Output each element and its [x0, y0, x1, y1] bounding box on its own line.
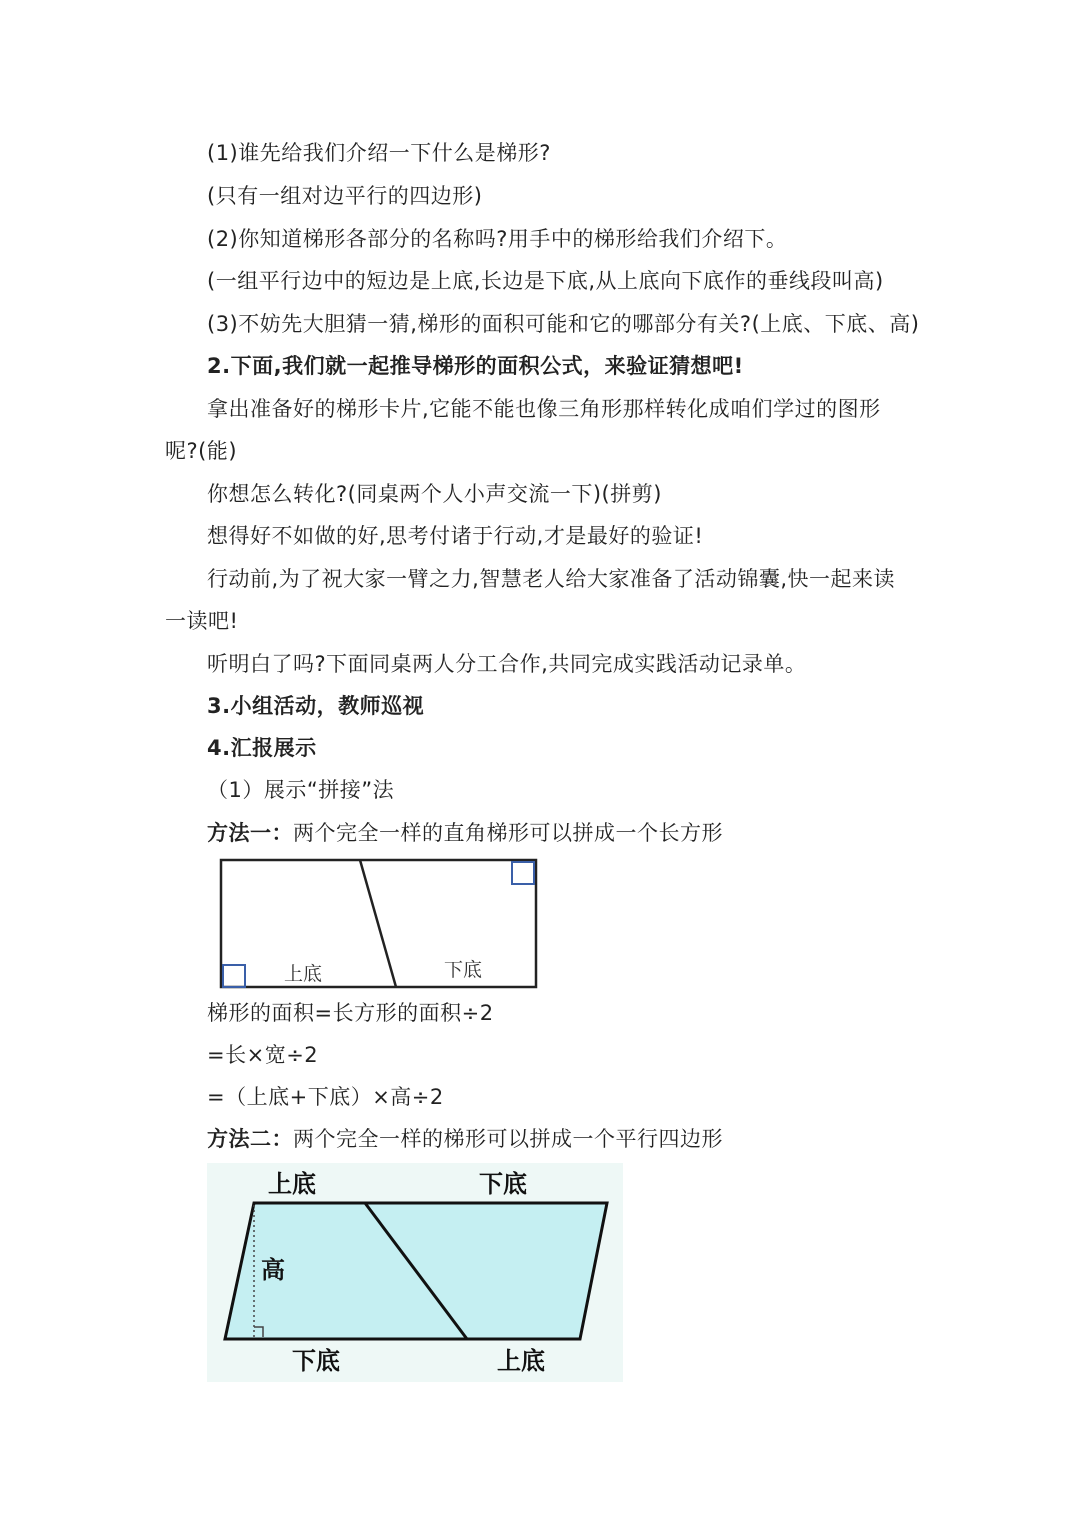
p2-line: 你想怎么转化?(同桌两个人小声交流一下)(拼剪): [207, 482, 662, 506]
method2-label: 方法二：: [207, 1127, 293, 1151]
cut-line: [360, 860, 396, 987]
q2-line: (2)你知道梯形各部分的名称吗?用手中的梯形给我们介绍下。: [207, 227, 788, 251]
figure2-bottom-left-label: 下底: [292, 1347, 340, 1375]
method1-label: 方法一：: [207, 821, 293, 845]
p3-line: 想得好不如做的好,思考付诸于行动,才是最好的验证!: [207, 524, 704, 548]
heading-3: 3.小组活动，教师巡视: [207, 694, 425, 718]
figure-parallelogram-from-trapezoids: [207, 1163, 623, 1382]
figure-rectangle-from-trapezoids: [218, 857, 540, 991]
p1-line1: 拿出准备好的梯形卡片,它能不能也像三角形那样转化成咱们学过的图形: [207, 397, 881, 421]
formula-line-2: =长×宽÷2: [207, 1043, 319, 1067]
sub-heading-1: （1）展示“拼接”法: [207, 778, 395, 802]
formula-line-3: =（上底+下底）×高÷2: [207, 1085, 444, 1109]
figure2-height-label: 高: [261, 1256, 285, 1284]
heading-4: 4.汇报展示: [207, 736, 317, 760]
p4-line1: 行动前,为了祝大家一臂之力,智慧老人给大家准备了活动锦囊,快一起来读: [207, 567, 896, 591]
heading-2: 2.下面,我们就一起推导梯形的面积公式，来验证猜想吧!: [207, 354, 744, 378]
figure2-top-right-label: 下底: [479, 1170, 527, 1198]
method2-text: 两个完全一样的梯形可以拼成一个平行四边形: [293, 1127, 723, 1151]
right-angle-mark-bottom-left: [223, 965, 245, 987]
figure1-bottom-base-label: 下底: [444, 959, 483, 981]
a2-line: (一组平行边中的短边是上底,长边是下底,从上底向下底作的垂线段叫高): [207, 269, 884, 293]
p4-line2: 一读吧!: [165, 609, 239, 633]
figure1-top-base-label: 上底: [284, 963, 323, 985]
q1-line: (1)谁先给我们介绍一下什么是梯形?: [207, 141, 551, 165]
method1-line: [207, 818, 723, 848]
right-angle-mark-top-right: [512, 862, 534, 884]
q3-line: (3)不妨先大胆猜一猜,梯形的面积可能和它的哪部分有关?(上底、下底、高): [207, 312, 920, 336]
formula-line-1: 梯形的面积=长方形的面积÷2: [207, 1001, 494, 1025]
figure2-bottom-right-label: 上底: [497, 1347, 545, 1375]
a1-line: (只有一组对边平行的四边形): [207, 184, 483, 208]
method2-line: [207, 1124, 723, 1154]
p1-line2: 呢?(能): [165, 439, 238, 463]
figure2-top-left-label: 上底: [268, 1170, 316, 1198]
method1-text: 两个完全一样的直角梯形可以拼成一个长方形: [293, 821, 723, 845]
p5-line: 听明白了吗?下面同桌两人分工合作,共同完成实践活动记录单。: [207, 652, 807, 676]
